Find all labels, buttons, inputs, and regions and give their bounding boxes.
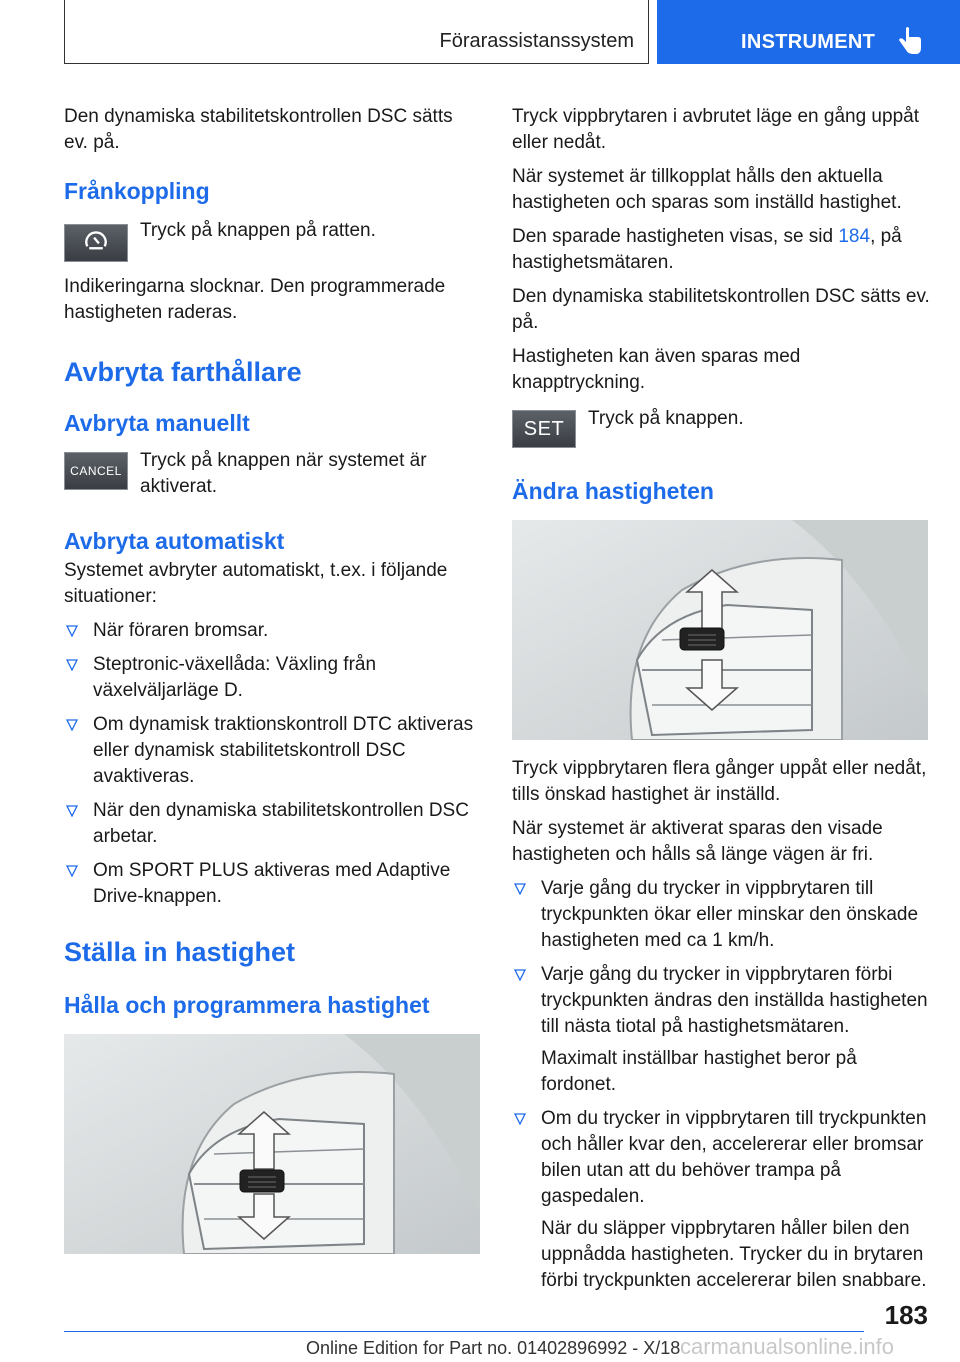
list-item-subparagraph: När du släpper vippbrytaren håller bilen den uppnådda hastigheten. Trycker du in brytaren förbi tryckpunkten accelererar bilen snabbare. xyxy=(541,1218,927,1291)
frankoppling-button-text: Tryck på knappen på ratten. xyxy=(140,220,376,241)
footer-rule xyxy=(64,1331,864,1332)
heading-stalla-in-hastighet: Ställa in hastighet xyxy=(64,937,296,967)
list-item xyxy=(64,712,480,790)
right-paragraph-5: Hastigheten kan även sparas med knapptryckning. xyxy=(512,346,801,393)
list-item-text: Varje gång du trycker in vippbrytaren förbi tryckpunkten ändras den inställda hastigheten till nästa tiotal på hastighetsmätaren. xyxy=(541,964,928,1037)
bullet-triangle-icon xyxy=(514,969,526,981)
list-item-text: Steptronic-växellåda: Växling från växelväljarläge D. xyxy=(93,654,377,701)
bullet-triangle-icon xyxy=(514,1113,526,1125)
right-paragraph-7: När systemet är aktiverat sparas den visade hastigheten och hålls så länge vägen är fri. xyxy=(512,818,883,865)
cancel-button-image xyxy=(64,452,128,490)
bullet-triangle-icon xyxy=(66,625,78,637)
header-chapter-title: INSTRUMENT xyxy=(741,31,876,53)
page-number: 183 xyxy=(884,1300,928,1330)
list-item-text: Om dynamisk traktionskontroll DTC aktiveras eller dynamisk stabilitetskontroll DSC avaktiveras. xyxy=(93,714,474,787)
header-section-box xyxy=(64,0,649,64)
list-item xyxy=(64,652,480,704)
right-paragraph-3 xyxy=(512,224,930,276)
heading-avbryta-farthallare: Avbryta farthållare xyxy=(64,357,302,387)
set-button-row xyxy=(512,406,930,452)
set-button-text: Tryck på knappen. xyxy=(588,408,744,429)
set-label: SET xyxy=(523,417,565,440)
set-button-image xyxy=(512,410,576,448)
steering-switch-photo xyxy=(64,1034,480,1254)
heading-avbryta-automatiskt: Avbryta automatiskt xyxy=(64,528,285,554)
list-item-text: Om SPORT PLUS aktiveras med Adaptive Drive-knappen. xyxy=(93,860,451,907)
right-paragraph-1: Tryck vippbrytaren i avbrutet läge en gång uppåt eller nedåt. xyxy=(512,106,919,153)
list-item xyxy=(64,798,480,850)
list-item-subparagraph: Maximalt inställbar hastighet beror på fordonet. xyxy=(541,1048,857,1095)
cancel-button-row xyxy=(64,448,480,500)
right-paragraph-2: När systemet är tillkopplat hålls den aktuella hastigheten och sparas som inställd hastighet. xyxy=(512,166,902,213)
list-item xyxy=(512,876,930,954)
right-column xyxy=(512,104,930,1302)
list-item xyxy=(64,858,480,910)
bullet-triangle-icon xyxy=(66,719,78,731)
steering-switch-photo-2 xyxy=(512,520,928,740)
cancel-label: CANCEL xyxy=(70,464,122,478)
list-item xyxy=(64,618,480,644)
bullet-triangle-icon xyxy=(514,883,526,895)
page-link[interactable]: 184 xyxy=(838,226,871,247)
automatiskt-list xyxy=(64,618,480,910)
bullet-triangle-icon xyxy=(66,659,78,671)
cruise-control-off-icon xyxy=(65,225,127,262)
rocker-switch-illustration-2 xyxy=(512,520,928,740)
right-paragraph-4: Den dynamiska stabilitetskontrollen DSC sätts ev. på. xyxy=(512,286,930,333)
left-column xyxy=(64,104,480,1254)
heading-avbryta-manuellt: Avbryta manuellt xyxy=(64,410,250,436)
heading-frankoppling: Frånkoppling xyxy=(64,178,210,204)
hand-pointer-icon xyxy=(897,26,923,56)
list-item xyxy=(512,962,930,1098)
automatiskt-paragraph: Systemet avbryter automatiskt, t.ex. i följande situationer: xyxy=(64,560,448,607)
heading-andra-hastigheten: Ändra hastigheten xyxy=(512,478,714,504)
steering-button-image xyxy=(64,224,128,262)
header-section-title: Förarassistanssystem xyxy=(439,30,634,52)
frankoppling-button-row xyxy=(64,218,480,264)
bullet-triangle-icon xyxy=(66,805,78,817)
bullet-triangle-icon xyxy=(66,865,78,877)
header-chapter-tab xyxy=(657,0,960,64)
heading-halla-och-programmera: Hålla och programmera hastighet xyxy=(64,992,430,1018)
list-item-text: När föraren bromsar. xyxy=(93,620,269,641)
right-paragraph-6: Tryck vippbrytaren flera gånger uppåt eller nedåt, tills önskad hastighet är inställd. xyxy=(512,758,927,805)
andra-list xyxy=(512,876,930,1294)
footer-watermark: carmanualsonline.info xyxy=(680,1334,895,1359)
frankoppling-after-paragraph: Indikeringarna slocknar. Den programmerade hastigheten raderas. xyxy=(64,276,446,323)
list-item-text: När den dynamiska stabilitetskontrollen DSC arbetar. xyxy=(93,800,469,847)
list-item-text: Varje gång du trycker in vippbrytaren till tryckpunkten ökar eller minskar den önskade hastigheten med ca 1 km/h. xyxy=(541,878,919,951)
list-item-text: Om du trycker in vippbrytaren till tryckpunkten och håller kvar den, accelererar eller bromsar bilen utan att du behöver trampa på gaspedalen. xyxy=(541,1108,927,1207)
p3-after: , på hastighetsmätaren. xyxy=(512,226,902,273)
rocker-switch-illustration xyxy=(64,1034,480,1254)
cancel-button-text: Tryck på knappen när systemet är aktiverat. xyxy=(140,450,427,497)
left-intro-paragraph: Den dynamiska stabilitetskontrollen DSC sätts ev. på. xyxy=(64,106,453,153)
footer-edition: Online Edition for Part no. 01402896992 - X/18 xyxy=(306,1338,681,1358)
list-item xyxy=(512,1106,930,1294)
p3-before: Den sparade hastigheten visas, se sid xyxy=(512,226,839,247)
